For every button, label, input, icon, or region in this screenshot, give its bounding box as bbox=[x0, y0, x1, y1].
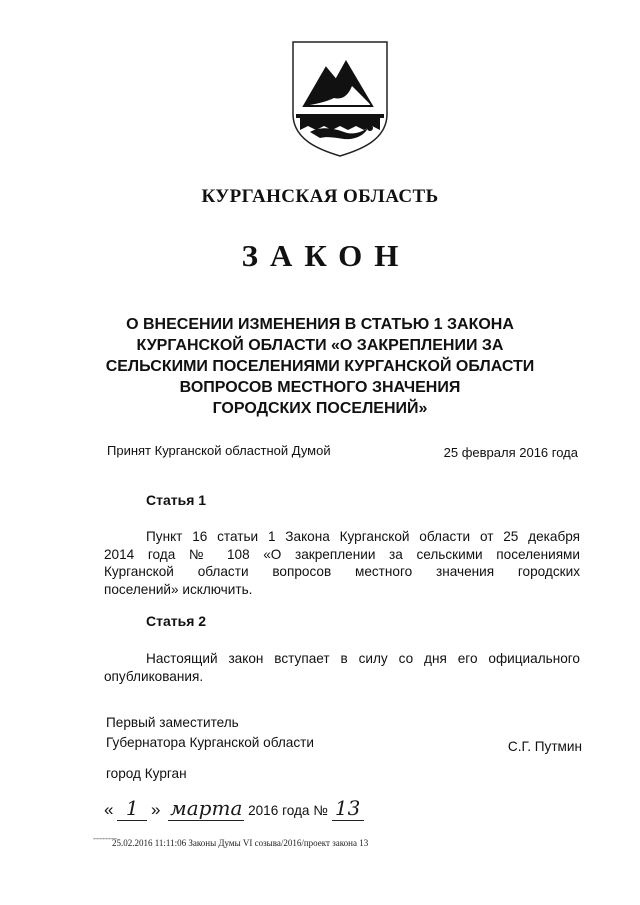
region-name: КУРГАНСКАЯ ОБЛАСТЬ bbox=[201, 186, 439, 207]
law-title-line: КУРГАНСКОЙ ОБЛАСТИ «О ЗАКРЕПЛЕНИИ ЗА bbox=[136, 337, 504, 354]
signing-month: марта bbox=[170, 796, 243, 820]
signing-day-field bbox=[117, 796, 147, 821]
law-title-line: О ВНЕСЕНИИ ИЗМЕНЕНИЯ В СТАТЬЮ 1 ЗАКОНА bbox=[126, 316, 514, 333]
footer-note: 25.02.2016 11:11:06 Законы Думы VI созыва/2016/проект закона 13 bbox=[112, 838, 369, 848]
article-2-heading: Статья 2 bbox=[146, 613, 207, 629]
law-title-line: ГОРОДСКИХ ПОСЕЛЕНИЙ» bbox=[212, 400, 428, 417]
document-type-title: ЗАКОН bbox=[241, 238, 411, 273]
law-number: 13 bbox=[334, 796, 361, 820]
signing-month-field bbox=[168, 796, 244, 821]
article-2-line: опубликования. bbox=[104, 668, 204, 684]
signatory-position-line-1: Первый заместитель bbox=[106, 715, 239, 730]
open-quote: « bbox=[104, 800, 114, 819]
place-of-signing: город Курган bbox=[106, 766, 187, 781]
article-1-line: Пункт 16 статьи 1 Закона Курганской области от 25 декабря bbox=[146, 529, 580, 544]
signing-date-line bbox=[104, 796, 364, 821]
article-1-line: поселений» исключить. bbox=[104, 581, 253, 597]
article-2-line: Настоящий закон вступает в силу со дня его официального bbox=[146, 651, 580, 666]
law-number-field bbox=[332, 796, 364, 821]
adoption-date: 25 февраля 2016 года bbox=[443, 445, 578, 460]
law-title-line: ВОПРОСОВ МЕСТНОГО ЗНАЧЕНИЯ bbox=[179, 379, 461, 396]
law-title bbox=[0, 314, 640, 419]
signing-day: 1 bbox=[125, 796, 139, 820]
close-quote: » bbox=[151, 800, 161, 819]
adopted-by: Принят Курганской областной Думой bbox=[107, 443, 331, 458]
law-title-line: СЕЛЬСКИМИ ПОСЕЛЕНИЯМИ КУРГАНСКОЙ ОБЛАСТИ bbox=[105, 358, 535, 375]
signatory-name: С.Г. Путмин bbox=[507, 739, 582, 754]
article-1-line: Курганской области вопросов местного значения городских bbox=[104, 564, 580, 579]
coat-of-arms-icon bbox=[290, 40, 390, 158]
signing-year-text: 2016 года № bbox=[248, 803, 328, 818]
article-1-heading: Статья 1 bbox=[146, 492, 207, 508]
article-1-line: 2014 года № 108 «О закреплении за сельскими поселениями bbox=[104, 546, 580, 562]
article-2-text bbox=[104, 650, 580, 685]
signatory-position-line-2: Губернатора Курганской области bbox=[106, 735, 314, 750]
footer-dash: -------- bbox=[93, 833, 117, 843]
article-1-text bbox=[104, 528, 580, 598]
